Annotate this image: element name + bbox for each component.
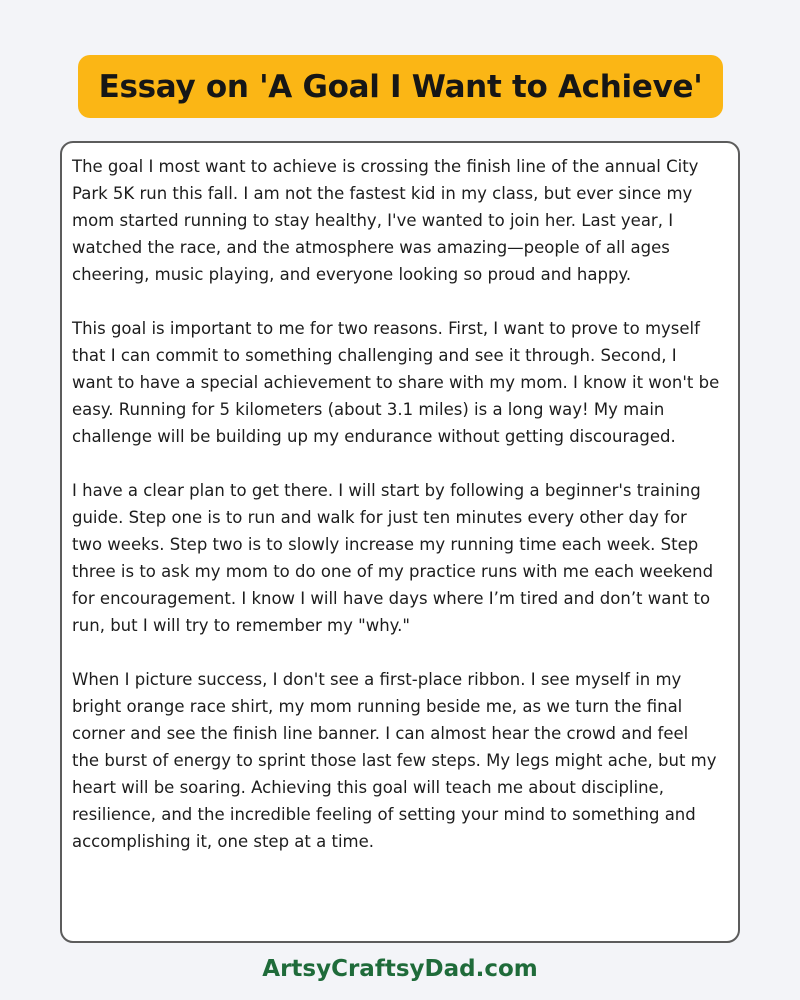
- essay-paragraph-4: When I picture success, I don't see a first-place ribbon. I see myself in my bright orange race shirt, my mom running beside me, as we turn the final corner and see the finish line banner. I can almost hear the crowd and feel the burst of energy to sprint those last few steps. My legs might ache, but my heart will be soaring. Achieving this goal will teach me about discipline, resilience, and the incredible feeling of setting your mind to something and accomplishing it, one step at a time.: [72, 670, 717, 851]
- page-title: Essay on 'A Goal I Want to Achieve': [98, 68, 703, 105]
- footer-website: ArtsyCraftsyDad.com: [262, 956, 538, 982]
- essay-paragraph-3: I have a clear plan to get there. I will start by following a beginner's training guide. Step one is to run and walk for just ten minutes every other day for two weeks. Step two is to slowly increase my running time each week. Step three is to ask my mom to do one of my practice runs with me each weekend for encouragement. I know I will have days where I’m tired and don’t want to run, but I will try to remember my "why.": [72, 481, 714, 635]
- essay-paragraph-1: The goal I most want to achieve is crossing the finish line of the annual City Park 5K run this fall. I am not the fastest kid in my class, but ever since my mom started running to stay healthy, I've wanted to join her. Last year, I watched the race, and the atmosphere was amazing—people of all ages cheering, music playing, and everyone looking so proud and happy.: [72, 157, 699, 284]
- title-banner: [78, 55, 723, 118]
- essay-body: [60, 141, 740, 943]
- essay-paragraph-2: This goal is important to me for two reasons. First, I want to prove to myself that I can commit to something challenging and see it through. Second, I want to have a special achievement to share with my mom. I know it won't be easy. Running for 5 kilometers (about 3.1 miles) is a long way! My main challenge will be building up my endurance without getting discouraged.: [72, 319, 720, 446]
